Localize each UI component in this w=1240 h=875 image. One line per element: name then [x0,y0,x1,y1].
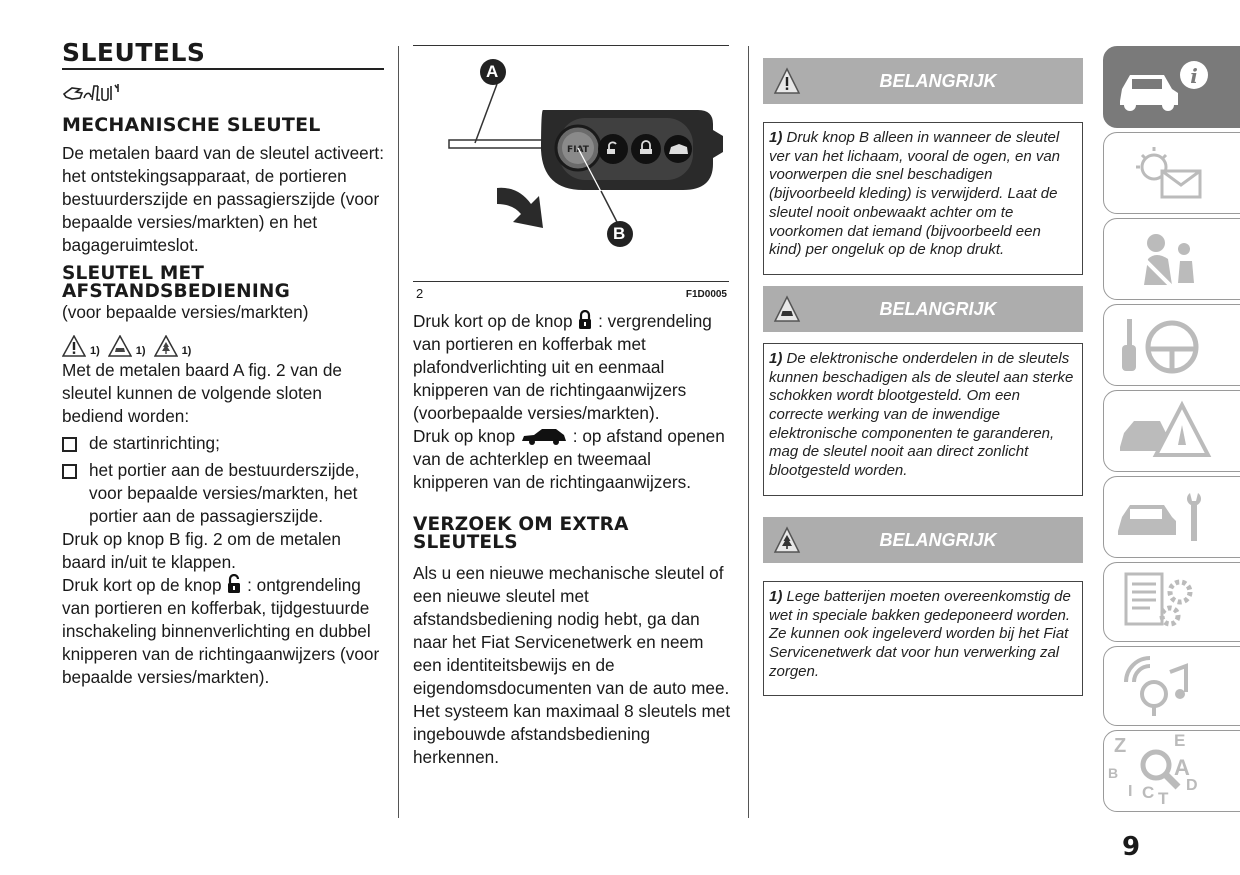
warning-text-box [763,343,1083,496]
warning-text-box [763,581,1083,697]
trunk-text [413,425,731,494]
trunk-text-end: : op afstand openen van de achterklep en tweemaal knipperen van de richtingaanwijzers. [413,426,725,492]
key-illustration [413,46,729,281]
figure-label-a: A [486,62,499,81]
figure-number: 2 [416,286,424,301]
column-right [763,58,1085,696]
lock-text-end: : vergrendeling van portieren en kofferbak met plafondverlichting uit en eenmaal knipperen van de richtingaanwijzers (voorbepaalde versies/markten). [413,311,712,423]
figure-label-b: B [613,224,626,243]
heading-remote-key: SLEUTEL MET AFSTANDSBEDIENING [62,263,290,302]
read-manual-icon [62,82,126,106]
list-item-text-body: het portier aan de bestuurderszijde, voor bepaalde versies/markten, het portier aan de passagierszijde. [89,460,360,526]
unlock-text-start: Druk kort op de knop [62,575,222,595]
lock-text [413,310,731,425]
tab-maintenance[interactable] [1103,476,1240,558]
light-envelope-icon [1114,139,1214,209]
figure-key [413,45,729,301]
column-middle [413,40,731,769]
checkbox-bullet-icon [62,464,77,479]
car-wrench-icon [1114,483,1214,553]
warning-title: BELANGRIJK [879,529,997,550]
key-steering-wheel-icon [1114,311,1214,381]
unlock-text-end: : ontgrendeling van portieren en kofferbak, tijdgestuurde inschakeling binnenverlichting en dubbel knipperen van de richtingaanwijzers (voor bepaalde versies/markten). [62,575,380,687]
index-letter: C [1142,783,1155,802]
warning-ref-2: 1) [135,345,146,357]
lock-text-start: Druk kort op de knop [413,311,573,331]
warning-ref-3: 1) [181,345,192,357]
tab-index[interactable] [1103,730,1240,812]
section-title: SLEUTELS [62,40,384,70]
page-number: 9 [1122,832,1141,862]
remote-key-subtitle: (voor bepaalde versies/markten) [62,302,309,322]
mechanical-key-text: De metalen baard van de sleutel activeert: het ontstekingsapparaat, de portieren bestuurderszijde en passagierszijde (voor bepaalde versies/markten) en het bagageruimteslot. [62,143,384,255]
warning-text: Lege batterijen moeten overeenkomstig de wet in speciale bakken gedeponeerd worden. Ze kunnen ook ingeleverd worden bij het Fiat Servicenetwerk dat voor hun verwerking zal zorgen. [769,587,1071,680]
warning-text: Druk knop B alleen in wanneer de sleutel ver van het lichaam, vooral de ogen, en van voorwerpen die snel beschadigen (bijvoorbeeld kleding) is verwijderd. Laat de sleutel nooit onbewaakt achter om te voorkomen dat iemand (bijvoorbeeld een kind) per ongeluk op de knop drukt. [769,129,1061,259]
lock-padlock-icon [577,310,593,330]
column-divider-1 [398,46,399,818]
environment-triangle-icon [154,335,178,357]
list-item-text: de startinrichting; [89,433,220,453]
list-item [62,432,384,455]
warning-title: BELANGRIJK [879,71,997,91]
index-letter: A [1174,755,1190,780]
index-letter: Z [1114,735,1127,757]
tab-emergency[interactable] [1103,390,1240,472]
key-blade [449,140,549,148]
warning-ref-1: 1) [90,345,100,357]
index-letter: B [1108,765,1119,781]
trunk-text-start: Druk op knop [413,426,516,446]
figure-code: F1D0005 [685,289,727,300]
warning-text-box [763,122,1083,275]
tab-starting-driving[interactable] [1103,304,1240,386]
seatbelt-person-icon [1114,225,1214,295]
index-letter: D [1186,777,1198,794]
unlock-text [62,574,384,689]
extra-keys-text: Als u een nieuwe mechanische sleutel of een nieuwe sleutel met afstandsbediening nodig hebt, ga dan naar het Fiat Servicenetwerk en neem een identiteitsbewijs en de eigendomsdocumenten van de auto mee. Het systeem kan maximaal 8 sleutels met ingebouwde afstandsbediening herkennen. [413,563,731,767]
magnifier-icon [1132,741,1192,801]
warning-text: De elektronische onderdelen in de sleutels kunnen beschadigen als de sleutel aan sterke schokken wordt blootgesteld. Om een correcte werking van de inwendige elektronische componenten te garanderen, mag de sleutel nooit aan direct zonlicht blootgesteld worden. [769,349,1074,480]
document-gear-icon [1114,568,1214,638]
tab-safety[interactable] [1103,218,1240,300]
fold-arrow [497,188,543,228]
heading-mechanical-key: MECHANISCHE SLEUTEL [62,114,321,136]
warning-header [763,58,1083,104]
svg-text:FIAT: FIAT [567,145,589,155]
button-b-text: Druk op knop B fig. 2 om de metalen baard in/uit te klappen. [62,529,341,572]
signal-music-icon [1114,652,1214,722]
car-info-icon [1114,53,1214,123]
tab-dashboard-warnings[interactable] [1103,132,1240,214]
column-divider-2 [748,46,749,818]
warning-triangle-icon [62,335,86,357]
warning-header [763,286,1083,332]
tab-multimedia[interactable] [1103,646,1240,726]
unlock-padlock-icon [226,574,242,594]
list-item [62,459,384,528]
car-trunk-icon [520,427,568,445]
svg-text:i: i [1190,64,1198,88]
list-item-text [89,459,384,528]
index-letter: I [1128,783,1133,800]
warning-ref: 1) [769,587,783,605]
warning-ref: 1) [769,349,783,367]
index-letter: T [1158,789,1169,808]
checkbox-bullet-icon [62,437,77,452]
column-left [62,40,384,689]
heading-extra-keys: VERZOEK OM EXTRA SLEUTELS [413,514,629,553]
warning-icon-row [62,331,384,357]
warning-ref: 1) [769,129,783,146]
car-emergency-triangle-icon [1114,397,1214,467]
car-damage-triangle-icon [108,335,132,357]
index-letter: E [1174,731,1186,750]
warning-header [763,517,1083,563]
tab-vehicle-info[interactable] [1103,46,1240,128]
warning-title: BELANGRIJK [879,298,997,319]
remote-intro-text: Met de metalen baard A fig. 2 van de sleutel kunnen de volgende sloten bediend worden: [62,360,342,426]
tab-technical-data[interactable] [1103,562,1240,642]
